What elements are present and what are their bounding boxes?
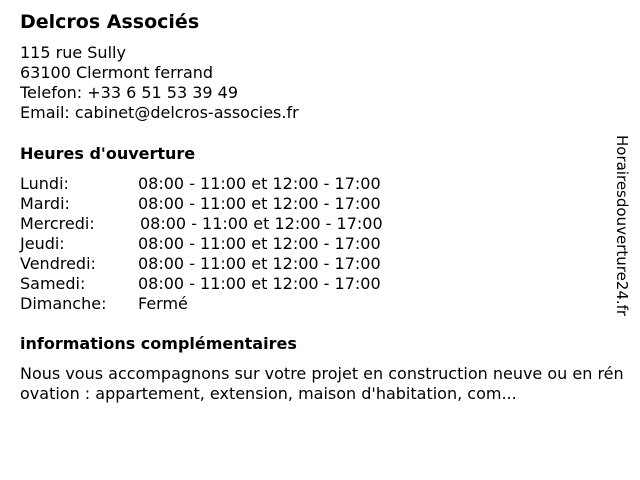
- info-description: Nous vous accompagnons sur votre projet en construction neuve ou en rénovation : appartement, extension, maison d'habitation, com...: [20, 364, 624, 403]
- day-label: Lundi:: [20, 174, 69, 193]
- contact-block: [20, 43, 299, 123]
- info-heading: informations complémentaires: [20, 334, 297, 353]
- day-label: Mercredi:: [20, 214, 95, 233]
- day-hours: 08:00 - 11:00 et 12:00 - 17:00: [138, 234, 381, 253]
- day-label: Vendredi:: [20, 254, 96, 273]
- day-label: Samedi:: [20, 274, 86, 293]
- business-name: Delcros Associés: [20, 11, 200, 33]
- day-hours: 08:00 - 11:00 et 12:00 - 17:00: [140, 214, 383, 233]
- day-hours: 08:00 - 11:00 et 12:00 - 17:00: [138, 174, 381, 193]
- address-city: 63100 Clermont ferrand: [20, 63, 214, 82]
- hours-heading: Heures d'ouverture: [20, 144, 196, 163]
- day-hours: 08:00 - 11:00 et 12:00 - 17:00: [138, 194, 381, 213]
- day-label: Mardi:: [20, 194, 70, 213]
- day-hours: 08:00 - 11:00 et 12:00 - 17:00: [138, 254, 381, 273]
- email-address: Email: cabinet@delcros-associes.fr: [20, 103, 299, 122]
- phone-number: Telefon: +33 6 51 53 39 49: [20, 83, 239, 102]
- day-label: Dimanche:: [20, 294, 107, 313]
- site-watermark: Horairesdouverture24.fr: [613, 135, 631, 317]
- day-hours: 08:00 - 11:00 et 12:00 - 17:00: [138, 274, 381, 293]
- address-street: 115 rue Sully: [20, 43, 126, 62]
- day-label: Jeudi:: [20, 234, 65, 253]
- day-hours: Fermé: [138, 294, 188, 313]
